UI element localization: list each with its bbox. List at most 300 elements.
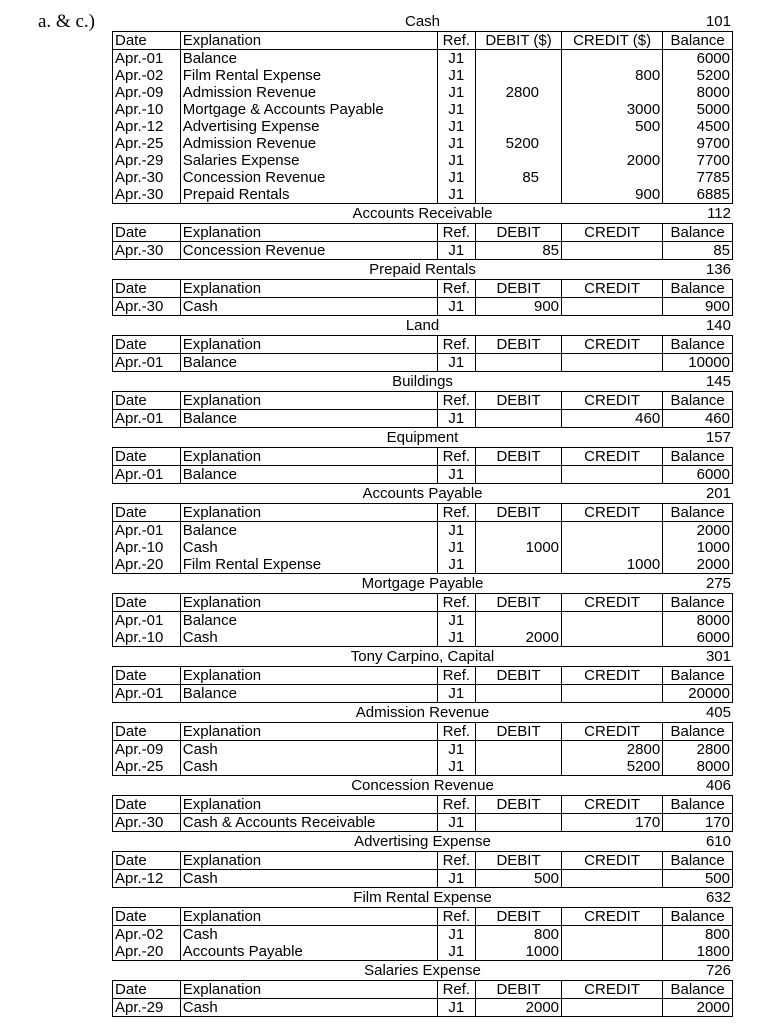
column-header-explanation: Explanation: [180, 32, 437, 50]
debit-cell: [476, 814, 562, 832]
ledger-header-row: [113, 796, 733, 814]
column-header-debit: DEBIT: [476, 852, 562, 870]
credit-cell: [562, 870, 663, 888]
ref-cell: J1: [437, 84, 475, 101]
ref-cell: J1: [437, 758, 475, 776]
account-header: [112, 484, 733, 503]
balance-cell: 2800: [663, 741, 733, 759]
debit-cell: [476, 50, 562, 68]
ref-cell: J1: [437, 814, 475, 832]
ref-cell: J1: [437, 242, 475, 260]
ledger-header-row: [113, 723, 733, 741]
ledger-account: [112, 484, 733, 574]
balance-cell: 10000: [663, 354, 733, 372]
balance-cell: 8000: [663, 758, 733, 776]
date-cell: Apr.-30: [113, 186, 181, 204]
ledger-row: [113, 242, 733, 260]
column-header-ref: Ref.: [437, 852, 475, 870]
date-cell: Apr.-01: [113, 466, 181, 484]
account-number: 140: [705, 317, 731, 334]
column-header-debit: DEBIT: [476, 723, 562, 741]
ledger-table: [112, 447, 733, 484]
debit-cell: 900: [476, 298, 562, 316]
ref-cell: J1: [437, 410, 475, 428]
account-title: Land: [405, 317, 440, 334]
account-header: [112, 316, 733, 335]
ledger-header-row: [113, 32, 733, 50]
balance-cell: 4500: [663, 118, 733, 135]
debit-cell: [476, 410, 562, 428]
ledger-table: [112, 851, 733, 888]
credit-cell: [562, 612, 663, 630]
explanation-cell: Admission Revenue: [180, 84, 437, 101]
credit-cell: 3000: [562, 101, 663, 118]
account-header: [112, 372, 733, 391]
explanation-cell: Cash: [180, 999, 437, 1017]
explanation-cell: Admission Revenue: [180, 135, 437, 152]
ledger-row: [113, 410, 733, 428]
debit-cell: [476, 354, 562, 372]
ledger-header-row: [113, 908, 733, 926]
ledger-row: [113, 169, 733, 186]
column-header-credit: CREDIT: [562, 504, 663, 522]
account-number: 610: [705, 833, 731, 850]
ledger-account: [112, 703, 733, 776]
account-number: 136: [705, 261, 731, 278]
column-header-credit: CREDIT: [562, 796, 663, 814]
ledger-table: [112, 666, 733, 703]
ledger-header-row: [113, 667, 733, 685]
column-header-date: Date: [113, 908, 181, 926]
ref-cell: J1: [437, 556, 475, 574]
debit-cell: [476, 522, 562, 540]
column-header-credit: CREDIT: [562, 908, 663, 926]
explanation-cell: Concession Revenue: [180, 169, 437, 186]
column-header-ref: Ref.: [437, 594, 475, 612]
explanation-cell: Cash: [180, 758, 437, 776]
account-title: Mortgage Payable: [361, 575, 484, 592]
column-header-explanation: Explanation: [180, 448, 437, 466]
column-header-date: Date: [113, 392, 181, 410]
account-header: [112, 832, 733, 851]
balance-cell: 5200: [663, 67, 733, 84]
ledger-header-row: [113, 448, 733, 466]
balance-cell: 85: [663, 242, 733, 260]
ref-cell: J1: [437, 169, 475, 186]
explanation-cell: Balance: [180, 612, 437, 630]
credit-cell: [562, 354, 663, 372]
debit-cell: [476, 758, 562, 776]
ref-cell: J1: [437, 539, 475, 556]
date-cell: Apr.-30: [113, 298, 181, 316]
date-cell: Apr.-30: [113, 814, 181, 832]
date-cell: Apr.-10: [113, 629, 181, 647]
account-title: Salaries Expense: [364, 962, 481, 979]
ledger-row: [113, 118, 733, 135]
ledger-account: [112, 260, 733, 316]
ledger-row: [113, 814, 733, 832]
explanation-cell: Cash: [180, 539, 437, 556]
balance-cell: 5000: [663, 101, 733, 118]
column-header-debit: DEBIT: [476, 336, 562, 354]
column-header-balance: Balance: [663, 448, 733, 466]
account-title: Equipment: [386, 429, 459, 446]
ref-cell: J1: [437, 999, 475, 1017]
column-header-credit: CREDIT: [562, 280, 663, 298]
ref-cell: J1: [437, 135, 475, 152]
account-title: Accounts Receivable: [352, 205, 493, 222]
column-header-date: Date: [113, 594, 181, 612]
column-header-debit: DEBIT: [476, 224, 562, 242]
column-header-balance: Balance: [663, 981, 733, 999]
column-header-ref: Ref.: [437, 224, 475, 242]
credit-cell: 460: [562, 410, 663, 428]
credit-cell: [562, 242, 663, 260]
ref-cell: J1: [437, 870, 475, 888]
ref-cell: J1: [437, 354, 475, 372]
explanation-cell: Cash: [180, 870, 437, 888]
explanation-cell: Mortgage & Accounts Payable: [180, 101, 437, 118]
column-header-explanation: Explanation: [180, 224, 437, 242]
column-header-explanation: Explanation: [180, 392, 437, 410]
date-cell: Apr.-25: [113, 758, 181, 776]
date-cell: Apr.-29: [113, 999, 181, 1017]
ledger-row: [113, 999, 733, 1017]
account-number: 157: [705, 429, 731, 446]
account-title: Admission Revenue: [355, 704, 490, 721]
debit-cell: 85: [476, 169, 562, 186]
balance-cell: 7785: [663, 169, 733, 186]
account-header: [112, 428, 733, 447]
explanation-cell: Cash & Accounts Receivable: [180, 814, 437, 832]
column-header-balance: Balance: [663, 280, 733, 298]
ledger-row: [113, 354, 733, 372]
ledger-row: [113, 522, 733, 540]
credit-cell: 5200: [562, 758, 663, 776]
ledger-account: [112, 428, 733, 484]
account-title: Advertising Expense: [354, 833, 491, 850]
column-header-credit: CREDIT: [562, 448, 663, 466]
debit-cell: 800: [476, 926, 562, 944]
column-header-date: Date: [113, 224, 181, 242]
ledger-account: [112, 574, 733, 647]
date-cell: Apr.-01: [113, 522, 181, 540]
ledger-row: [113, 926, 733, 944]
column-header-credit: CREDIT: [562, 667, 663, 685]
credit-cell: 900: [562, 186, 663, 204]
credit-cell: [562, 999, 663, 1017]
explanation-cell: Balance: [180, 466, 437, 484]
column-header-balance: Balance: [663, 392, 733, 410]
credit-cell: [562, 84, 663, 101]
ledger-row: [113, 152, 733, 169]
column-header-date: Date: [113, 280, 181, 298]
column-header-balance: Balance: [663, 336, 733, 354]
credit-cell: [562, 926, 663, 944]
column-header-date: Date: [113, 723, 181, 741]
balance-cell: 800: [663, 926, 733, 944]
column-header-date: Date: [113, 32, 181, 50]
balance-cell: 1800: [663, 943, 733, 961]
ledger-row: [113, 67, 733, 84]
column-header-credit: CREDIT: [562, 981, 663, 999]
ref-cell: J1: [437, 943, 475, 961]
ledger-row: [113, 556, 733, 574]
column-header-credit: CREDIT: [562, 723, 663, 741]
account-header: [112, 647, 733, 666]
ledger-account: [112, 888, 733, 961]
date-cell: Apr.-12: [113, 118, 181, 135]
column-header-debit: DEBIT: [476, 504, 562, 522]
credit-cell: [562, 169, 663, 186]
debit-cell: [476, 118, 562, 135]
column-header-debit: DEBIT: [476, 448, 562, 466]
account-number: 275: [705, 575, 731, 592]
account-number: 112: [707, 205, 731, 222]
ledger-account: [112, 832, 733, 888]
column-header-balance: Balance: [663, 908, 733, 926]
explanation-cell: Film Rental Expense: [180, 67, 437, 84]
balance-cell: 2000: [663, 999, 733, 1017]
date-cell: Apr.-25: [113, 135, 181, 152]
date-cell: Apr.-01: [113, 50, 181, 68]
credit-cell: [562, 539, 663, 556]
ledger-table: [112, 279, 733, 316]
column-header-balance: Balance: [663, 723, 733, 741]
column-header-date: Date: [113, 981, 181, 999]
balance-cell: 8000: [663, 612, 733, 630]
credit-cell: [562, 685, 663, 703]
date-cell: Apr.-01: [113, 354, 181, 372]
column-header-balance: Balance: [663, 594, 733, 612]
account-title: Prepaid Rentals: [369, 261, 476, 278]
column-header-ref: Ref.: [437, 448, 475, 466]
credit-cell: [562, 298, 663, 316]
ledger-account: [112, 316, 733, 372]
ref-cell: J1: [437, 522, 475, 540]
ledger-row: [113, 870, 733, 888]
column-header-date: Date: [113, 667, 181, 685]
credit-cell: [562, 135, 663, 152]
date-cell: Apr.-09: [113, 741, 181, 759]
column-header-balance: Balance: [663, 504, 733, 522]
column-header-balance: Balance: [663, 32, 733, 50]
debit-cell: [476, 101, 562, 118]
explanation-cell: Balance: [180, 685, 437, 703]
column-header-balance: Balance: [663, 667, 733, 685]
ref-cell: J1: [437, 298, 475, 316]
debit-cell: 1000: [476, 539, 562, 556]
column-header-debit: DEBIT: [476, 796, 562, 814]
ledger-header-row: [113, 280, 733, 298]
date-cell: Apr.-02: [113, 67, 181, 84]
account-number: 632: [705, 889, 731, 906]
column-header-credit: CREDIT: [562, 224, 663, 242]
credit-cell: [562, 466, 663, 484]
account-number: 726: [705, 962, 731, 979]
account-header: [112, 204, 733, 223]
date-cell: Apr.-10: [113, 539, 181, 556]
account-number: 201: [705, 485, 731, 502]
credit-cell: [562, 629, 663, 647]
ledger-account: [112, 12, 733, 204]
explanation-cell: Cash: [180, 629, 437, 647]
column-header-balance: Balance: [663, 224, 733, 242]
account-title: Film Rental Expense: [353, 889, 492, 906]
debit-cell: 1000: [476, 943, 562, 961]
column-header-explanation: Explanation: [180, 981, 437, 999]
column-header-credit: CREDIT: [562, 392, 663, 410]
ledger-row: [113, 101, 733, 118]
column-header-debit: DEBIT: [476, 981, 562, 999]
column-header-explanation: Explanation: [180, 336, 437, 354]
ledger-row: [113, 84, 733, 101]
ledger-table: [112, 593, 733, 647]
ref-cell: J1: [437, 118, 475, 135]
date-cell: Apr.-20: [113, 556, 181, 574]
ledger-header-row: [113, 981, 733, 999]
explanation-cell: Balance: [180, 50, 437, 68]
debit-cell: 5200: [476, 135, 562, 152]
date-cell: Apr.-01: [113, 612, 181, 630]
explanation-cell: Cash: [180, 298, 437, 316]
ledger-row: [113, 629, 733, 647]
column-header-ref: Ref.: [437, 504, 475, 522]
explanation-cell: Cash: [180, 741, 437, 759]
explanation-cell: Advertising Expense: [180, 118, 437, 135]
account-title: Concession Revenue: [351, 777, 494, 794]
debit-cell: 2800: [476, 84, 562, 101]
ref-cell: J1: [437, 101, 475, 118]
account-header: [112, 12, 733, 31]
ledger-table: [112, 223, 733, 260]
account-number: 145: [705, 373, 731, 390]
ref-cell: J1: [437, 50, 475, 68]
ledger-account: [112, 647, 733, 703]
ledger-row: [113, 741, 733, 759]
ledger-table: [112, 391, 733, 428]
column-header-date: Date: [113, 852, 181, 870]
column-header-explanation: Explanation: [180, 280, 437, 298]
ledger-list: [112, 12, 733, 1017]
column-header-credit: CREDIT ($): [562, 32, 663, 50]
debit-cell: [476, 685, 562, 703]
ledger-table: [112, 722, 733, 776]
ledger-row: [113, 943, 733, 961]
column-header-ref: Ref.: [437, 336, 475, 354]
date-cell: Apr.-29: [113, 152, 181, 169]
explanation-cell: Balance: [180, 410, 437, 428]
explanation-cell: Balance: [180, 354, 437, 372]
credit-cell: 800: [562, 67, 663, 84]
column-header-date: Date: [113, 504, 181, 522]
account-header: [112, 574, 733, 593]
column-header-ref: Ref.: [437, 392, 475, 410]
explanation-cell: Balance: [180, 522, 437, 540]
ledger-row: [113, 50, 733, 68]
account-header: [112, 961, 733, 980]
debit-cell: 2000: [476, 999, 562, 1017]
ledger-header-row: [113, 504, 733, 522]
column-header-date: Date: [113, 336, 181, 354]
debit-cell: [476, 556, 562, 574]
column-header-debit: DEBIT: [476, 667, 562, 685]
balance-cell: 2000: [663, 522, 733, 540]
ledger-table: [112, 980, 733, 1017]
ledger-row: [113, 466, 733, 484]
ref-cell: J1: [437, 685, 475, 703]
account-title: Cash: [404, 13, 441, 30]
ledger-row: [113, 685, 733, 703]
debit-cell: [476, 152, 562, 169]
column-header-ref: Ref.: [437, 280, 475, 298]
balance-cell: 6000: [663, 466, 733, 484]
ledger-row: [113, 539, 733, 556]
debit-cell: [476, 466, 562, 484]
explanation-cell: Prepaid Rentals: [180, 186, 437, 204]
column-header-explanation: Explanation: [180, 504, 437, 522]
date-cell: Apr.-30: [113, 242, 181, 260]
ledger-account: [112, 776, 733, 832]
credit-cell: 2800: [562, 741, 663, 759]
credit-cell: 500: [562, 118, 663, 135]
credit-cell: 2000: [562, 152, 663, 169]
debit-cell: 85: [476, 242, 562, 260]
date-cell: Apr.-01: [113, 410, 181, 428]
date-cell: Apr.-20: [113, 943, 181, 961]
ledger-table: [112, 907, 733, 961]
credit-cell: 1000: [562, 556, 663, 574]
column-header-credit: CREDIT: [562, 852, 663, 870]
debit-cell: [476, 741, 562, 759]
explanation-cell: Film Rental Expense: [180, 556, 437, 574]
ref-cell: J1: [437, 67, 475, 84]
ledger-header-row: [113, 336, 733, 354]
column-header-ref: Ref.: [437, 723, 475, 741]
column-header-credit: CREDIT: [562, 336, 663, 354]
balance-cell: 900: [663, 298, 733, 316]
column-header-ref: Ref.: [437, 981, 475, 999]
column-header-ref: Ref.: [437, 796, 475, 814]
account-number: 301: [705, 648, 731, 665]
column-header-explanation: Explanation: [180, 908, 437, 926]
debit-cell: 500: [476, 870, 562, 888]
ledger-header-row: [113, 852, 733, 870]
balance-cell: 2000: [663, 556, 733, 574]
credit-cell: [562, 943, 663, 961]
explanation-cell: Salaries Expense: [180, 152, 437, 169]
explanation-cell: Concession Revenue: [180, 242, 437, 260]
column-header-explanation: Explanation: [180, 796, 437, 814]
credit-cell: [562, 50, 663, 68]
ledger-account: [112, 372, 733, 428]
column-header-explanation: Explanation: [180, 723, 437, 741]
column-header-explanation: Explanation: [180, 852, 437, 870]
ledger-account: [112, 961, 733, 1017]
date-cell: Apr.-12: [113, 870, 181, 888]
account-number: 406: [705, 777, 731, 794]
account-number: 405: [705, 704, 731, 721]
account-header: [112, 888, 733, 907]
date-cell: Apr.-10: [113, 101, 181, 118]
column-header-date: Date: [113, 448, 181, 466]
ledger-account: [112, 204, 733, 260]
page-label: a. & c.): [38, 11, 95, 32]
ledger-header-row: [113, 224, 733, 242]
explanation-cell: Accounts Payable: [180, 943, 437, 961]
ledger-table: [112, 31, 733, 204]
column-header-debit: DEBIT: [476, 280, 562, 298]
